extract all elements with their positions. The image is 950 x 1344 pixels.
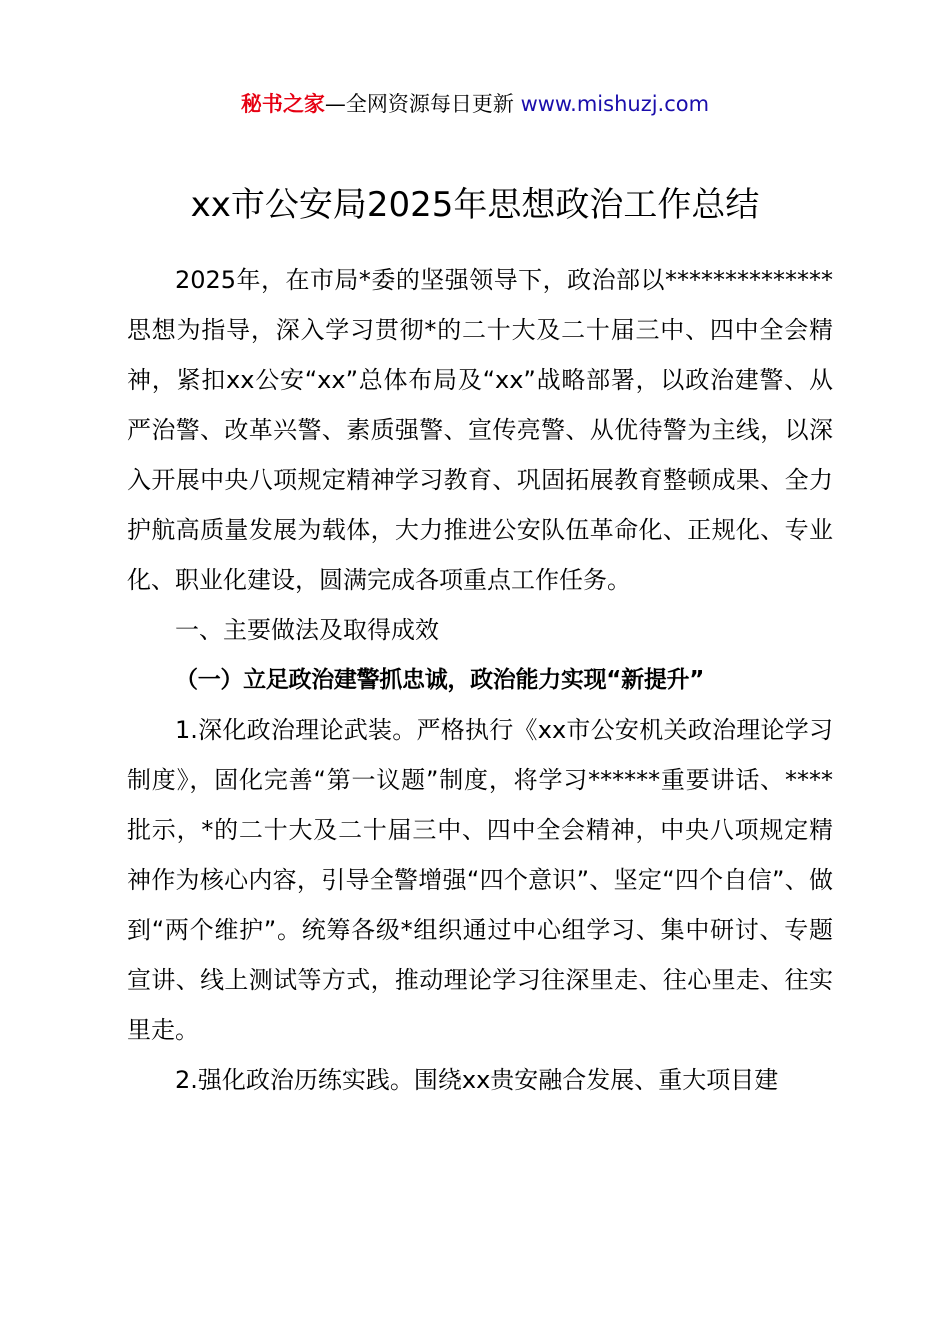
section-heading: 一、主要做法及取得成效: [175, 616, 439, 644]
site-url-link[interactable]: www.mishuzj.com: [520, 92, 710, 116]
item-paragraph-1: 1.深化政治理论武装。严格执行《xx市公安机关政治理论学习制度》，固化完善“第一议题”制度，将学习******重要讲话、****批示，*的二十大及二十届三中、四中全会精神，中央八项规定精神作为核心内容，引导全警增强“四个意识”、坚定“四个自信”、做到“两个维护”。统筹各级*组织通过中心组学习、集中研讨、专题宣讲、线上测试等方式，推动理论学习往深里走、往心里走、往实里走。: [127, 716, 833, 1044]
site-header: [0, 88, 950, 120]
intro-paragraph: 2025年，在市局*委的坚强领导下，政治部以**************思想为指导，深入学习贯彻*的二十大及二十届三中、四中全会精神，紧扣xx公安“xx”总体布局及“xx”战略部署，以政治建警、从严治警、改革兴警、素质强警、宣传亮警、从优待警为主线，以深入开展中央八项规定精神学习教育、巩固拓展教育整顿成果、全力护航高质量发展为载体，大力推进公安队伍革命化、正规化、专业化、职业化建设，圆满完成各项重点工作任务。: [127, 266, 833, 594]
item-paragraph-2: 2.强化政治历练实践。围绕xx贵安融合发展、重大项目建: [175, 1066, 779, 1094]
subsection-heading: （一）立足政治建警抓忠诚，政治能力实现“新提升”: [175, 667, 705, 693]
document-body: [127, 255, 833, 1105]
document-title: xx市公安局2025年思想政治工作总结: [190, 185, 760, 225]
header-tagline: —全网资源每日更新: [324, 92, 514, 116]
brand-name: 秘书之家: [240, 92, 325, 116]
